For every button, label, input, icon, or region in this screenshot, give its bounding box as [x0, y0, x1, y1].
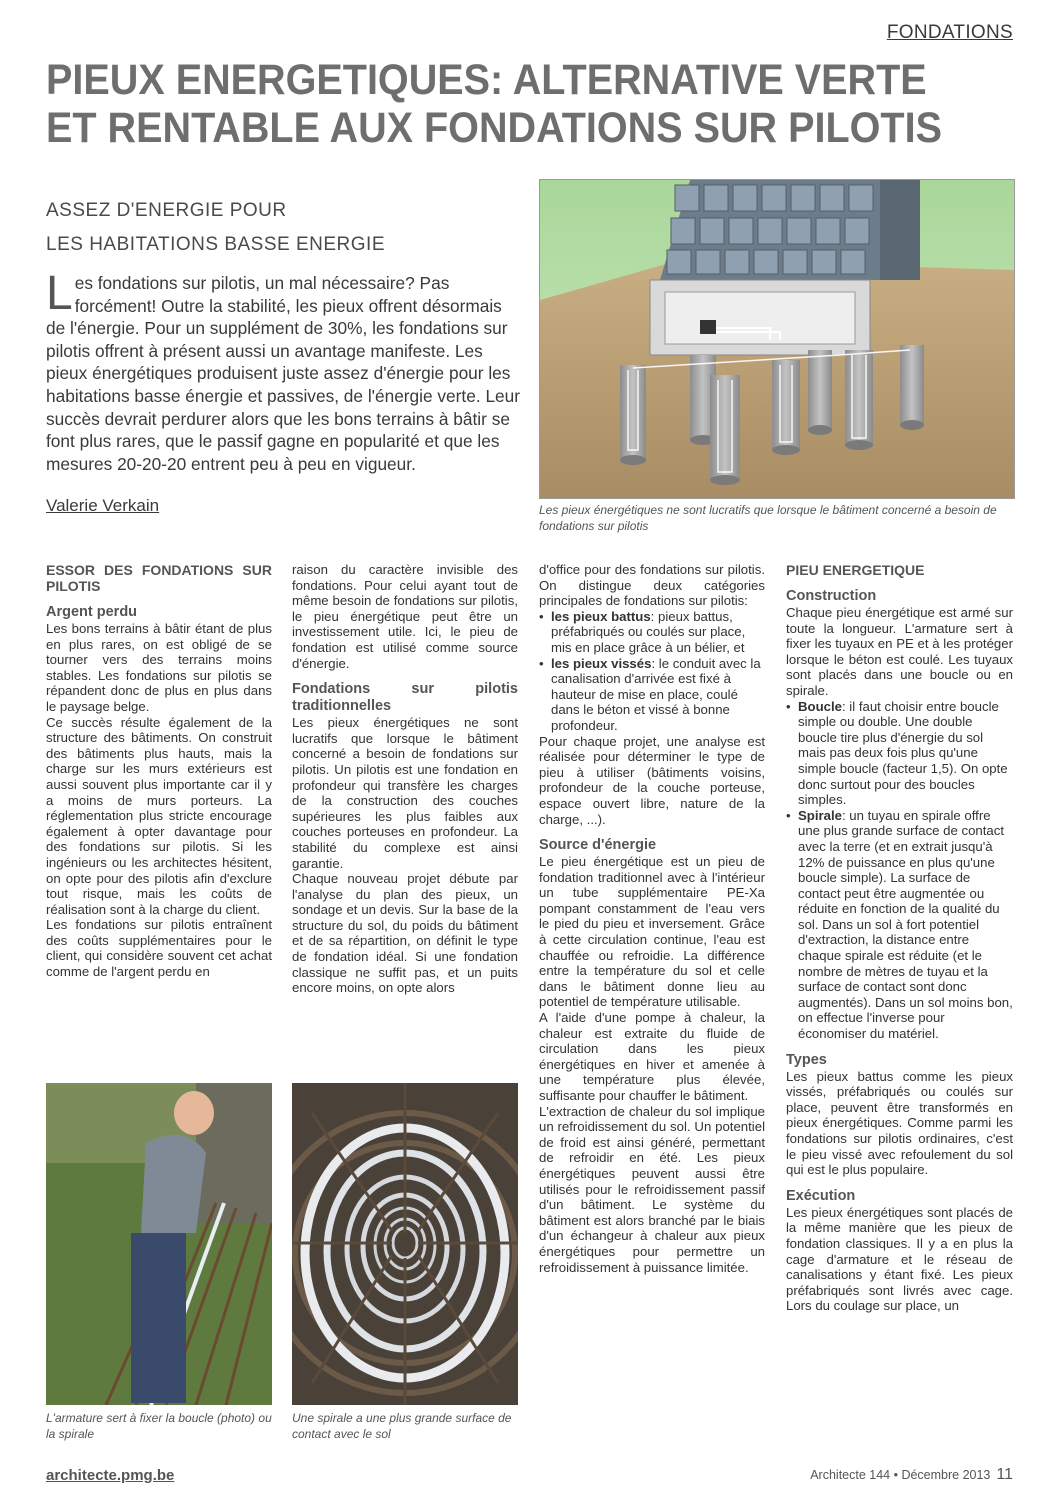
col1-paragraph-3: Les fondations sur pilotis entraînent des coûts supplémentaires pour le client, qui considère souvent cet achat comme de l'argent perdu en: [46, 917, 272, 980]
intro-text: es fondations sur pilotis, un mal nécessaire? Pas forcément! Outre la stabilité, les pieux offrent désormais de l'énergie. Pour un supplément de 30%, les fondations sur pilotis offrent à présent aussi un avantage manifeste. Les pieux énergétiques produisent juste assez d'énergie pour les habitations basse énergie et passives, de l'énergie verte. Leur succès devrait perdurer alors que les bons terrains à bâtir se font plus rares, que le passif gagne en popularité et que les mesures 20-20-20 entrent peu à peu en vigueur.: [46, 273, 521, 474]
page-number: 11: [996, 1466, 1013, 1483]
col4-subheading-execution: Exécution: [786, 1187, 856, 1204]
bullet-text: : pieux battus, préfabriqués ou coulés sur place, mis en place grâce à un bélier, et: [551, 608, 746, 655]
col1-paragraph-1: Les bons terrains à bâtir étant de plus en plus rares, on est obligé de se tourner vers des terrains moins stables. Les fondations sur pilotis se répandent donc de plus en plus dans le paysage belge.: [46, 621, 272, 714]
list-item: [786, 699, 1013, 808]
section-tag: FONDATIONS: [886, 22, 1013, 43]
col4-heading: PIEU ENERGETIQUE: [786, 562, 925, 578]
col3-paragraph-2: Pour chaque projet, une analyse est réalisée pour déterminer le type de pieu à utiliser (bâtiments voisins, profondeur de la couche porteuse, espace ouvert libre, nature de la charge, ...).: [539, 733, 765, 827]
list-item: [539, 609, 765, 656]
drop-cap: L: [46, 267, 73, 320]
title-line-2: ET RENTABLE AUX FONDATIONS SUR PILOTIS: [46, 104, 942, 152]
col1-heading: ESSOR DES FONDATIONS SUR PILOTIS: [46, 562, 272, 594]
col1-subheading: Argent perdu: [46, 604, 138, 620]
column-3: [539, 562, 765, 1275]
footer-issue: [810, 1466, 1013, 1484]
col3-paragraph-5: L'extraction de chaleur du sol implique un refroidissement du sol. Un potentiel de froid est ainsi généré, permettant de refroidir en été. Les pieux énergétiques peuvent aussi être utilisés pour le refroidissement passif d'un bâtiment. Le système du bâtiment est alors branché par le biais d'un échangeur à chaleur aux pieux énergétiques pour permettre un refroidissement à puissance limitée.: [539, 1103, 765, 1275]
column-4: [786, 562, 1013, 1314]
col3-subheading: Source d'énergie: [539, 837, 657, 854]
photo1-caption: L'armature sert à fixer la boucle (photo) ou la spirale: [46, 1411, 272, 1441]
col4-paragraph-3: Les pieux énergétiques sont placés de la même manière que les pieux de fondation classiques. Il y a en plus la cage d'armature et le réseau de canalisations y étant fixé. Les pieux préfabriqués sont livrés avec cage. Lors du coulage sur place, un: [786, 1204, 1013, 1314]
col2-subheading: Fondations sur pilotis traditionnelles: [292, 681, 518, 715]
column-1: [46, 562, 272, 980]
bullet-text: : le conduit avec la canalisation d'arrivée est fixé à hauteur de mise en place, coulé dans le béton et vissé à bonne profondeur.: [551, 655, 761, 733]
bullet-label: les pieux vissés: [551, 655, 652, 671]
author-name: Valerie Verkain: [46, 496, 160, 515]
col3-paragraph-4: A l'aide d'une pompe à chaleur, la chaleur est extraite du fluide de circulation dans les pieux énergétiques en hiver et amenée à une température plus élevée, suffisante pour chauffer le bâtiment.: [539, 1010, 765, 1103]
col2-paragraph-1: raison du caractère invisible des fondations. Pour celui ayant tout de même besoin de fondations sur pilotis, le pieu énergétique peut être un investissement utile. Ici, le pieu de fondation est utilisé comme source d'énergie.: [292, 562, 518, 671]
col3-paragraph-3: Le pieu énergétique est un pieu de fondation traditionnel avec à l'intérieur un tube supplémentaire PE-Xa pompant constamment de l'eau vers le pied du pieu et inversement. Grâce à cette circulation continue, l'eau est chauffée ou refroidie. La différence entre la température du sol et celle dans le bâtiment donne lieu au potentiel de température utilisable.: [539, 854, 765, 1010]
subtitle-line-1: ASSEZ D'ENERGIE POUR: [46, 200, 287, 221]
photo-spiral-cage: [292, 1083, 518, 1405]
photo2-caption: Une spirale a une plus grande surface de contact avec le sol: [292, 1411, 512, 1441]
spiral-photo: [292, 1083, 518, 1405]
col4-paragraph-1: Chaque pieu énergétique est armé sur toute la longueur. L'armature sert à fixer les tuyaux en PE et à les protéger lorsque le béton est coulé. Les tuyaux sont placés dans une boucle ou en spirale.: [786, 605, 1013, 698]
building-piles-diagram: [540, 180, 1014, 498]
hero-caption: Les pieux énergétiques ne sont lucratifs que lorsque le bâtiment concerné a besoin de fondations sur pilotis: [539, 503, 997, 533]
bullet-label: Spirale: [798, 807, 842, 823]
worker-photo: [46, 1083, 272, 1405]
col3-paragraph-1: d'office pour des fondations sur pilotis. On distingue deux catégories principales de fondations sur pilotis:: [539, 562, 765, 609]
title-line-1: PIEUX ENERGETIQUES: ALTERNATIVE VERTE: [46, 56, 927, 104]
footer-website-link[interactable]: architecte.pmg.be: [46, 1467, 175, 1484]
subtitle-line-2: LES HABITATIONS BASSE ENERGIE: [46, 234, 385, 255]
column-2: [292, 562, 518, 996]
pile-types-list: [539, 609, 765, 734]
article-title: [46, 56, 942, 152]
intro-paragraph: [46, 267, 524, 475]
issue-info: Architecte 144 • Décembre 2013: [810, 1468, 991, 1482]
bullet-text: : il faut choisir entre boucle simple ou double. Une double boucle tire plus d'énergie du sol mais pas deux fois plus qu'une simple boucle (facteur 1,5). On opte donc surtout pour des boucles simples.: [798, 698, 1008, 808]
col4-subheading-types: Types: [786, 1051, 827, 1068]
col2-paragraph-3: Chaque nouveau projet débute par l'analyse du plan des pieux, un sondage et un devis. Sur la base de la structure du sol, du poids du bâtiment et de sa répartition, on définit le type de fondation idéal. Si une fondation classique ne suffit pas, et un puits encore moins, on opte alors: [292, 871, 518, 996]
list-item: [786, 808, 1013, 1042]
bullet-label: Boucle: [798, 698, 842, 714]
col1-paragraph-2: Ce succès résulte également de la structure des bâtiments. On construit des bâtiments plus hauts, mais la charge sur les murs extérieurs est aussi souvent plus importante car il y a moins de murs porteurs. La réglementation plus stricte encourage également à opter davantage pour des fondations sur pilotis. Si les ingénieurs ou les architectes hésitent, on opte pour des pilotis afin d'exclure tout risque, mais les coûts de réalisation sont à la charge du client.: [46, 714, 272, 917]
photo-worker-armature: [46, 1083, 272, 1405]
hero-illustration: [539, 179, 1015, 499]
list-item: [539, 656, 765, 734]
col4-subheading-construction: Construction: [786, 588, 877, 604]
tube-shape-list: [786, 699, 1013, 1042]
col2-paragraph-2: Les pieux énergétiques ne sont lucratifs que lorsque le bâtiment concerné a besoin de fondations sur pilotis. Un pilotis est une fondation en profondeur qui transfère les charges de la construction des couches supérieures les plus faibles aux couches porteuses en profondeur. La stabilité du complexe est ainsi garantie.: [292, 715, 518, 871]
bullet-text: : un tuyau en spirale offre une plus grande surface de contact avec la terre (et en extrait jusqu'à 12% de puissance en plus qu'une boucle simple). La surface de contact peut être augmentée ou réduite en fonction de la qualité du sol. Dans un sol à fort potentiel d'extraction, la distance entre chaque spirale est réduite (et le nombre de mètres de tuyau et la surface de contact sont donc augmentés). Dans un sol moins bon, on effectue l'inverse pour économiser du matériel.: [798, 807, 1013, 1042]
col4-paragraph-2: Les pieux battus comme les pieux vissés, préfabriqués ou coulés sur place, peuvent être transformés en pieux énergétiques. Comme parmi les fondations sur pilotis ordinaires, c'est le pieu vissé avec refoulement du sol qui est le plus populaire.: [786, 1068, 1013, 1178]
bullet-label: les pieux battus: [551, 608, 651, 624]
